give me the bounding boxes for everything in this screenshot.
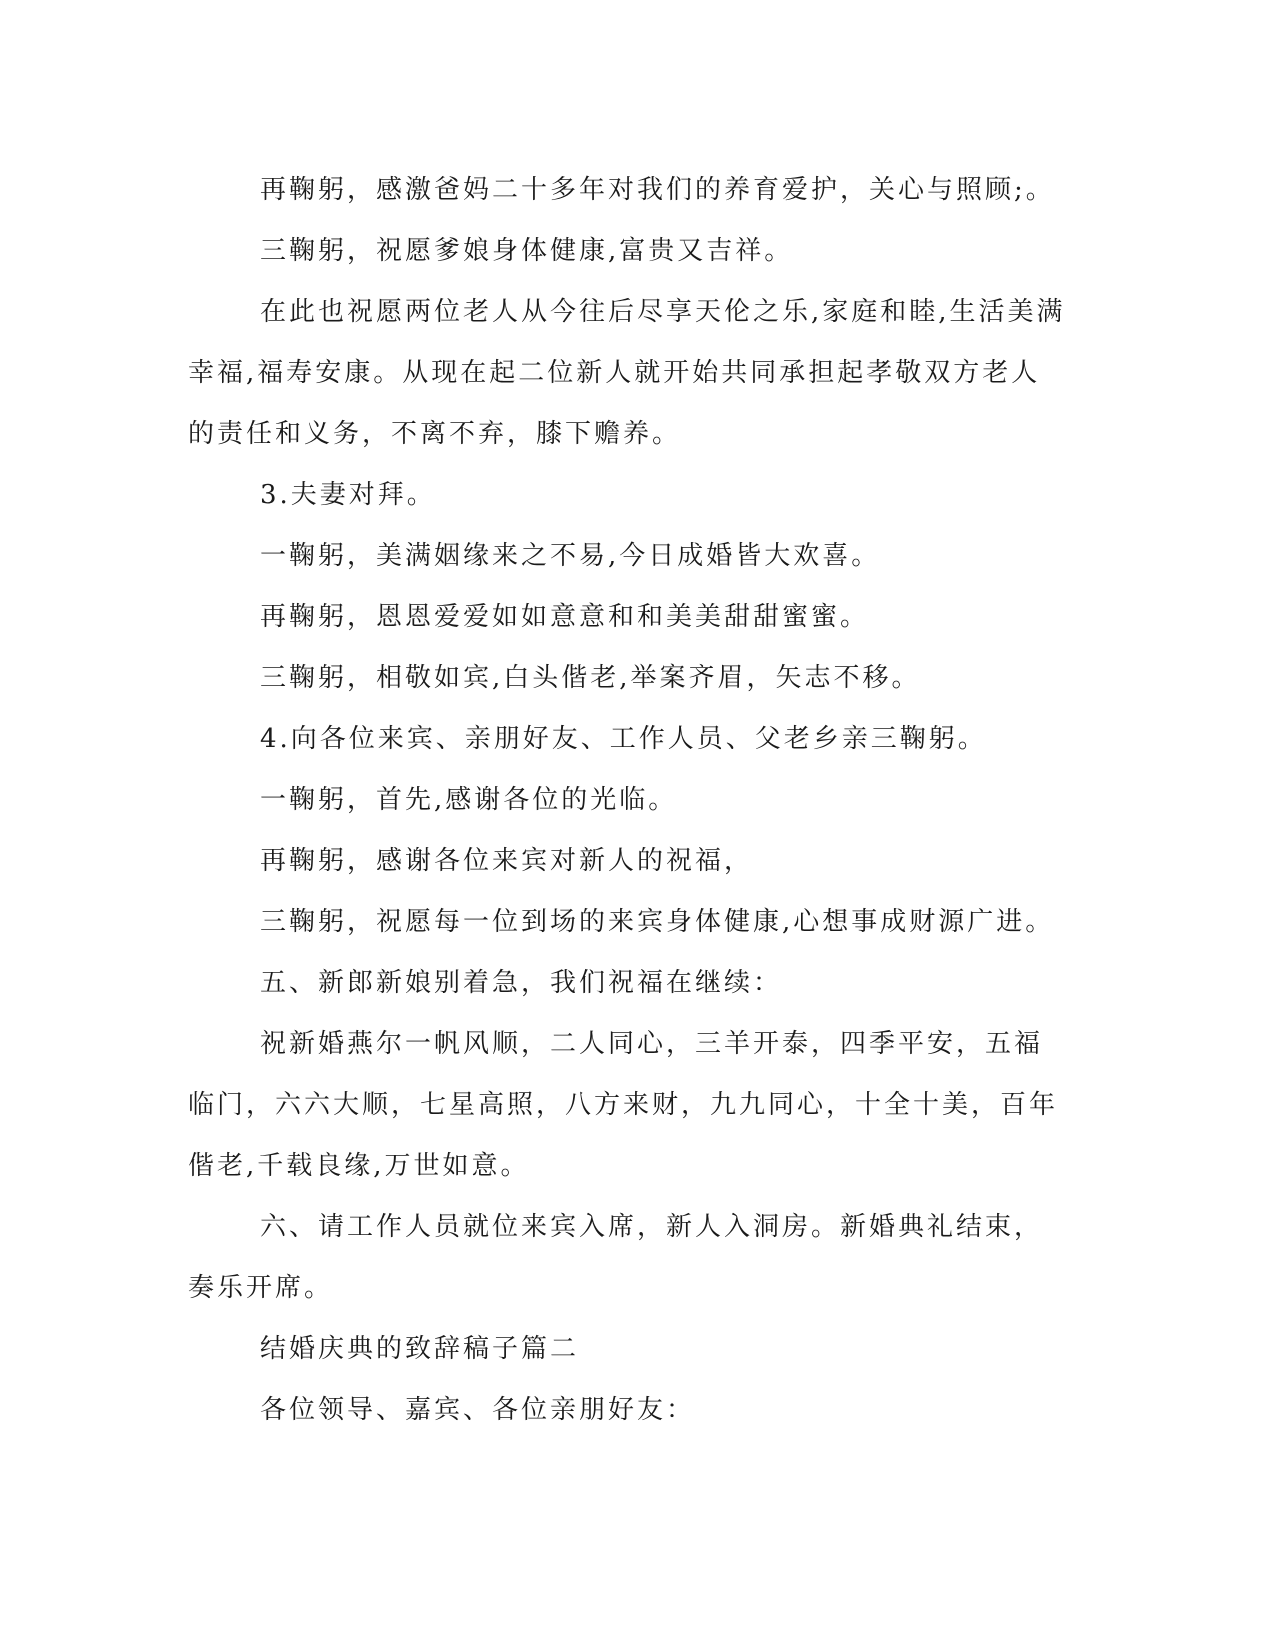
paragraph-heading-blessings: 五、新郎新娘别着急，我们祝福在继续： <box>260 968 783 998</box>
paragraph-blessing-elders: 在此也祝愿两位老人从今往后尽享天伦之乐,家庭和睦,生活美满幸福,福寿安康。从现在起二位新人就开始共同承担起孝敬双方老人的责任和义务，不离不弃，膝下赡养。 <box>188 297 1066 449</box>
paragraph-couple-bow-1: 一鞠躬，美满姻缘来之不易,今日成婚皆大欢喜。 <box>260 541 881 571</box>
paragraph-blessings: 祝新婚燕尔一帆风顺，二人同心，三羊开泰，四季平安，五福临门，六六大顺，七星高照，八方来财，九九同心，十全十美，百年偕老,千载良缘,万世如意。 <box>188 1029 1059 1181</box>
paragraph-salutation: 各位领导、嘉宾、各位亲朋好友： <box>260 1395 696 1425</box>
paragraph-guests-bow-3: 三鞠躬，祝愿每一位到场的来宾身体健康,心想事成财源广进。 <box>260 907 1055 937</box>
document-body <box>188 160 1068 1441</box>
paragraph-guests-bow-1: 一鞠躬，首先,感谢各位的光临。 <box>260 785 678 815</box>
paragraph-couple-bow-2: 再鞠躬，恩恩爱爱如如意意和和美美甜甜蜜蜜。 <box>260 602 870 632</box>
section-title: 结婚庆典的致辞稿子篇二 <box>260 1334 580 1364</box>
paragraph-heading-couple-bow: 3.夫妻对拜。 <box>260 480 436 510</box>
paragraph-bow-parents-2: 再鞠躬，感激爸妈二十多年对我们的养育爱护，关心与照顾;。 <box>260 175 1055 205</box>
paragraph-guests-bow-2: 再鞠躬，感谢各位来宾对新人的祝福， <box>260 846 754 876</box>
paragraph-bow-parents-3: 三鞠躬，祝愿爹娘身体健康,富贵又吉祥。 <box>260 236 794 266</box>
paragraph-couple-bow-3: 三鞠躬，相敬如宾,白头偕老,举案齐眉，矢志不移。 <box>260 663 921 693</box>
paragraph-ceremony-end: 六、请工作人员就位来宾入席，新人入洞房。新婚典礼结束，奏乐开席。 <box>188 1212 1044 1303</box>
paragraph-heading-guests-bow: 4.向各位来宾、亲朋好友、工作人员、父老乡亲三鞠躬。 <box>260 724 987 754</box>
